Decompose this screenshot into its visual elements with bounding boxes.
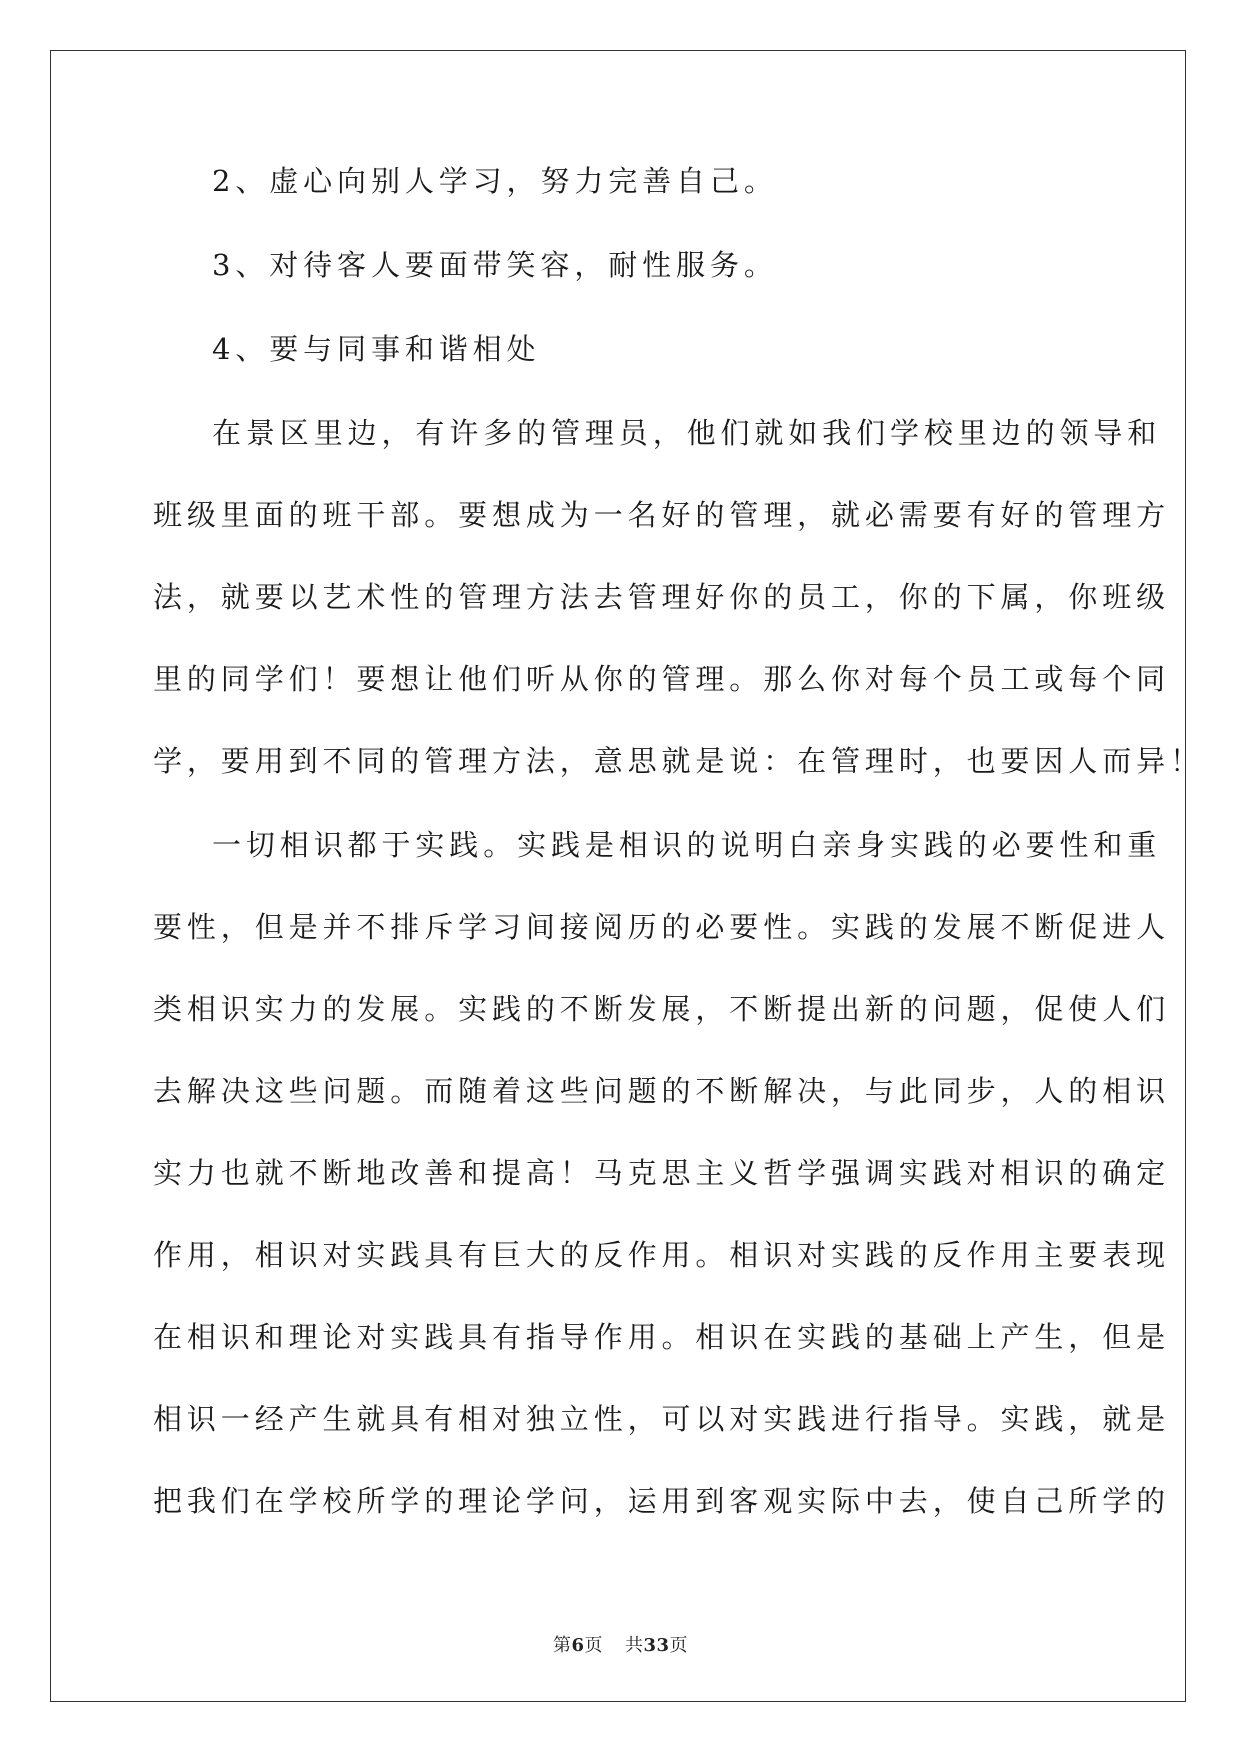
list-item: 2、虚心向别人学习，努力完善自己。 bbox=[212, 164, 778, 198]
page-number: 6 bbox=[571, 1635, 585, 1656]
paragraph-line: 一切相识都于实践。实践是相识的说明白亲身实践的必要性和重 bbox=[212, 828, 1162, 862]
paragraph-line: 在相识和理论对实践具有指导作用。相识在实践的基础上产生，但是 bbox=[153, 1320, 1171, 1354]
paragraph-line: 去解决这些问题。而随着这些问题的不断解决，与此同步，人的相识 bbox=[153, 1074, 1171, 1108]
paragraph-management bbox=[153, 412, 1204, 782]
total-suffix: 页 bbox=[669, 1635, 689, 1656]
list-item: 4、要与同事和谐相处 bbox=[212, 332, 541, 366]
paragraph-practice bbox=[153, 824, 1171, 1522]
page-prefix: 第 bbox=[552, 1635, 572, 1656]
paragraph-line: 法，就要以艺术性的管理方法去管理好你的员工，你的下属，你班级 bbox=[153, 580, 1171, 614]
total-prefix: 共 bbox=[624, 1635, 644, 1656]
paragraph-line: 作用，相识对实践具有巨大的反作用。相识对实践的反作用主要表现 bbox=[153, 1238, 1171, 1272]
paragraph-line: 里的同学们！要想让他们听从你的管理。那么你对每个员工或每个同 bbox=[153, 662, 1171, 696]
paragraph-line: 班级里面的班干部。要想成为一名好的管理，就必需要有好的管理方 bbox=[153, 498, 1171, 532]
paragraph-line: 学，要用到不同的管理方法，意思就是说：在管理时，也要因人而异！ bbox=[153, 744, 1204, 778]
paragraph-line: 相识一经产生就具有相对独立性，可以对实践进行指导。实践，就是 bbox=[153, 1402, 1171, 1436]
page-suffix: 页 bbox=[584, 1635, 603, 1656]
page-footer bbox=[0, 1631, 1241, 1657]
total-pages: 33 bbox=[643, 1635, 670, 1656]
paragraph-line: 把我们在学校所学的理论学问，运用到客观实际中去，使自己所学的 bbox=[153, 1484, 1171, 1518]
paragraph-line: 要性，但是并不排斥学习间接阅历的必要性。实践的发展不断促进人 bbox=[153, 910, 1171, 944]
paragraph-line: 实力也就不断地改善和提高！马克思主义哲学强调实践对相识的确定 bbox=[153, 1156, 1171, 1190]
paragraph-line: 类相识实力的发展。实践的不断发展，不断提出新的问题，促使人们 bbox=[153, 992, 1171, 1026]
paragraph-line: 在景区里边，有许多的管理员，他们就如我们学校里边的领导和 bbox=[212, 416, 1162, 450]
list-item: 3、对待客人要面带笑容，耐性服务。 bbox=[212, 248, 778, 282]
document-body bbox=[153, 160, 1204, 1522]
